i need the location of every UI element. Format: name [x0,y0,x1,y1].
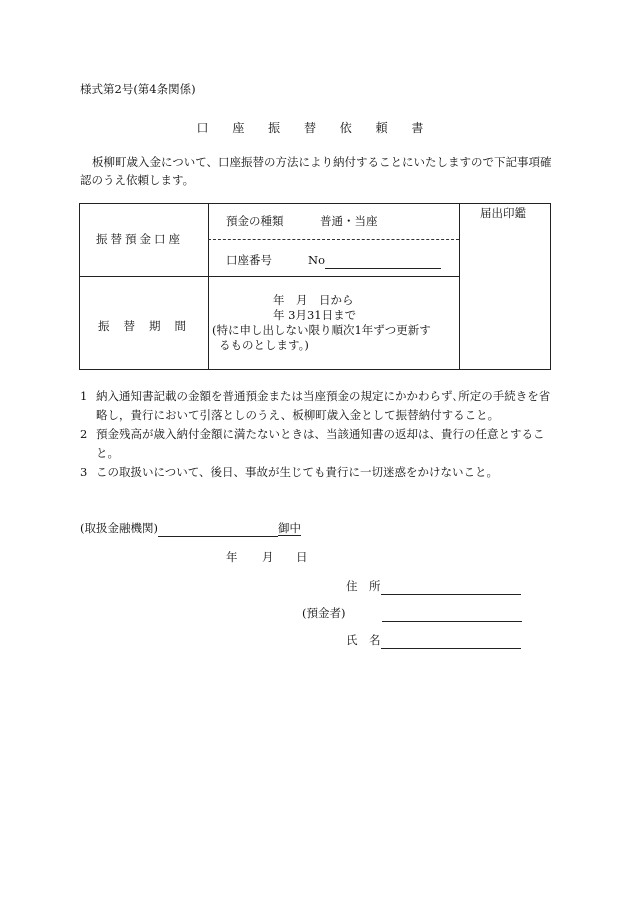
period-label: 振替期間 [98,319,200,333]
seal-label: 届出印鑑 [480,206,526,220]
deposit-type-label: 預金の種類 [226,214,284,228]
date-month: 月 [262,550,274,564]
date-year: 年 [226,550,238,564]
period-end: 年 3月31日まで [273,308,357,322]
bank-suffix: 御中 [277,521,301,535]
seal-stamp-area[interactable] [460,224,550,369]
depositor-blank[interactable] [382,608,522,622]
table-dashed-divider [208,239,459,240]
term-text: この取扱いについて、後日、事故が生じても貴行に一切迷惑をかけないこと。 [96,464,499,479]
account-number-prefix: No [308,253,325,267]
terms-list [80,387,554,482]
term-item [80,387,554,425]
term-number: 2 [80,426,88,441]
period-start: 年 月 日から [273,293,354,307]
date-day: 日 [296,550,308,564]
table-divider-col1 [208,204,209,369]
term-number: 1 [80,389,88,403]
bank-line [80,521,301,537]
account-number-blank [325,255,441,269]
period-note-line2: るものとします。) [219,338,309,352]
bank-label: (取扱金融機関) [80,521,158,535]
table-divider-row [80,276,459,277]
account-transfer-table [79,203,551,370]
form-number: 様式第2号(第4条関係) [80,82,196,96]
intro-paragraph: 板柳町歳入金について、口座振替の方法により納付することにいたしますので下記事項確認のうえ依頼します。 [80,155,552,188]
term-item [80,425,554,463]
term-number: 3 [80,464,88,479]
term-text: 納入通知書記載の金額を普通預金または当座預金の規定にかかわらず､所定の手続きを省略し，貴行において引落としのうえ、板柳町歳入金として振替納付すること。 [96,389,551,422]
name-blank[interactable] [381,635,521,649]
term-text: 預金残高が歳入納付金額に満たないときは、当該通知書の返却は、貴行の任意とすること。 [96,426,545,460]
name-label: 氏 名 [346,633,381,647]
account-number-label: 口座番号 [226,253,272,267]
bank-name-blank[interactable] [158,523,278,537]
term-item [80,463,554,482]
document-title: 口 座 振 替 依 頼 書 [196,121,434,135]
address-blank[interactable] [381,581,521,595]
account-label: 振替預金口座 [96,232,183,246]
address-label: 住 所 [346,579,381,593]
depositor-label: (預金者) [302,606,346,620]
depositor-line [382,606,522,622]
period-note-line1: (特に申し出しない限り順次1年ずつ更新す [212,323,431,337]
name-line [346,633,521,649]
account-number-field[interactable] [308,253,441,269]
address-line [346,579,521,595]
deposit-type-value: 普通・当座 [320,214,378,228]
